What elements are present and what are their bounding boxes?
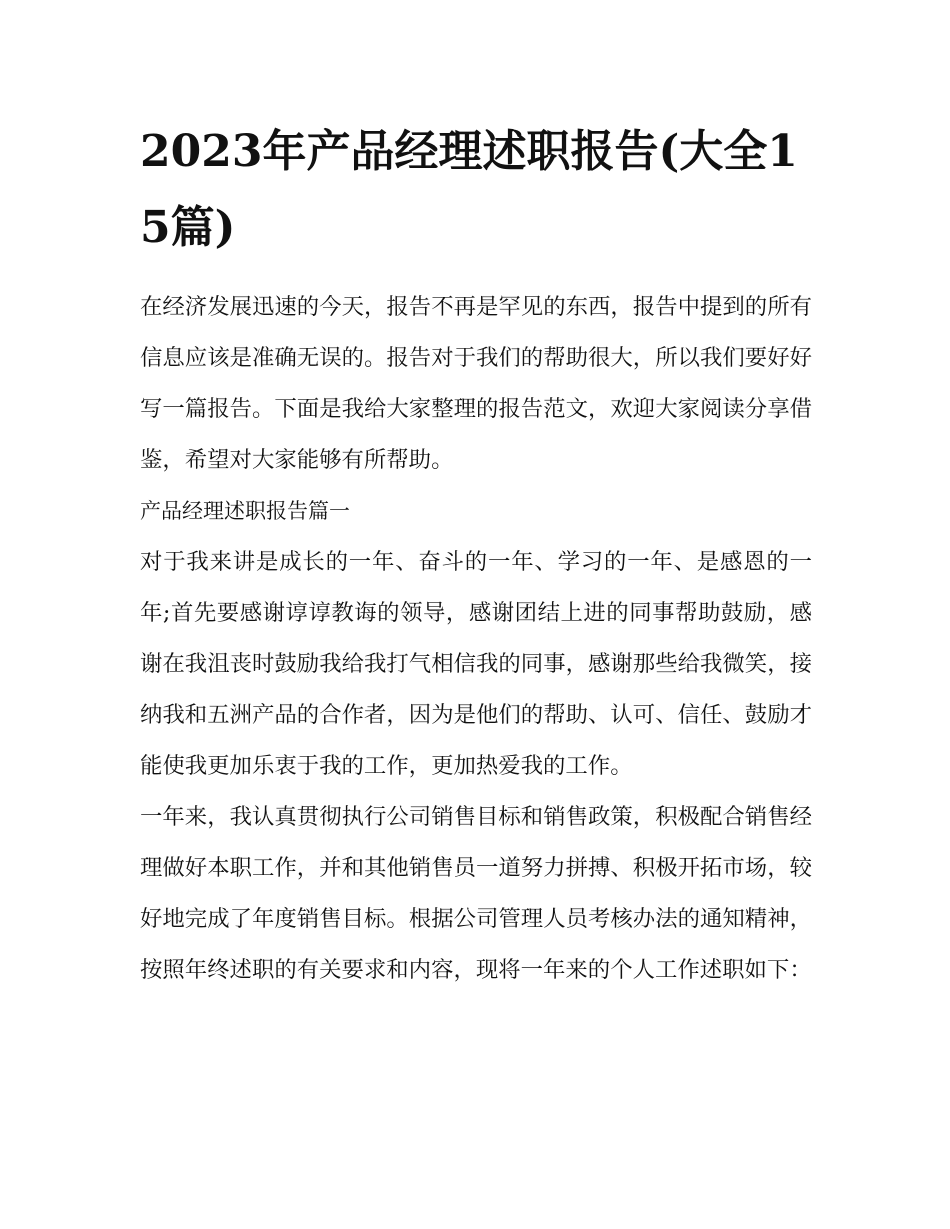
body-paragraph: 对于我来讲是成长的一年、奋斗的一年、学习的一年、是感恩的一年;首先要感谢谆谆教诲的领导，感谢团结上进的同事帮助鼓励，感谢在我沮丧时鼓励我给我打气相信我的同事，感谢那些给我微笑，接纳我和五洲产品的合作者，因为是他们的帮助、认可、信任、鼓励才能使我更加乐衷于我的工作，更加热爱我的工作。 (140, 549, 812, 779)
document-title: 2023年产品经理述职报告(大全15篇) (140, 126, 798, 253)
document-body (140, 114, 812, 996)
section-heading: 产品经理述职报告篇一 (140, 499, 350, 523)
intro-paragraph: 在经济发展迅速的今天，报告不再是罕见的东西，报告中提到的所有信息应该是准确无误的。报告对于我们的帮助很大，所以我们要好好写一篇报告。下面是我给大家整理的报告范文，欢迎大家阅读分享借鉴，希望对大家能够有所帮助。 (140, 294, 812, 473)
body-paragraph: 一年来，我认真贯彻执行公司销售目标和销售政策，积极配合销售经理做好本职工作，并和其他销售员一道努力拼搏、积极开拓市场，较好地完成了年度销售目标。根据公司管理人员考核办法的通知精神，按照年终述职的有关要求和内容，现将一年来的个人工作述职如下： (140, 804, 812, 983)
